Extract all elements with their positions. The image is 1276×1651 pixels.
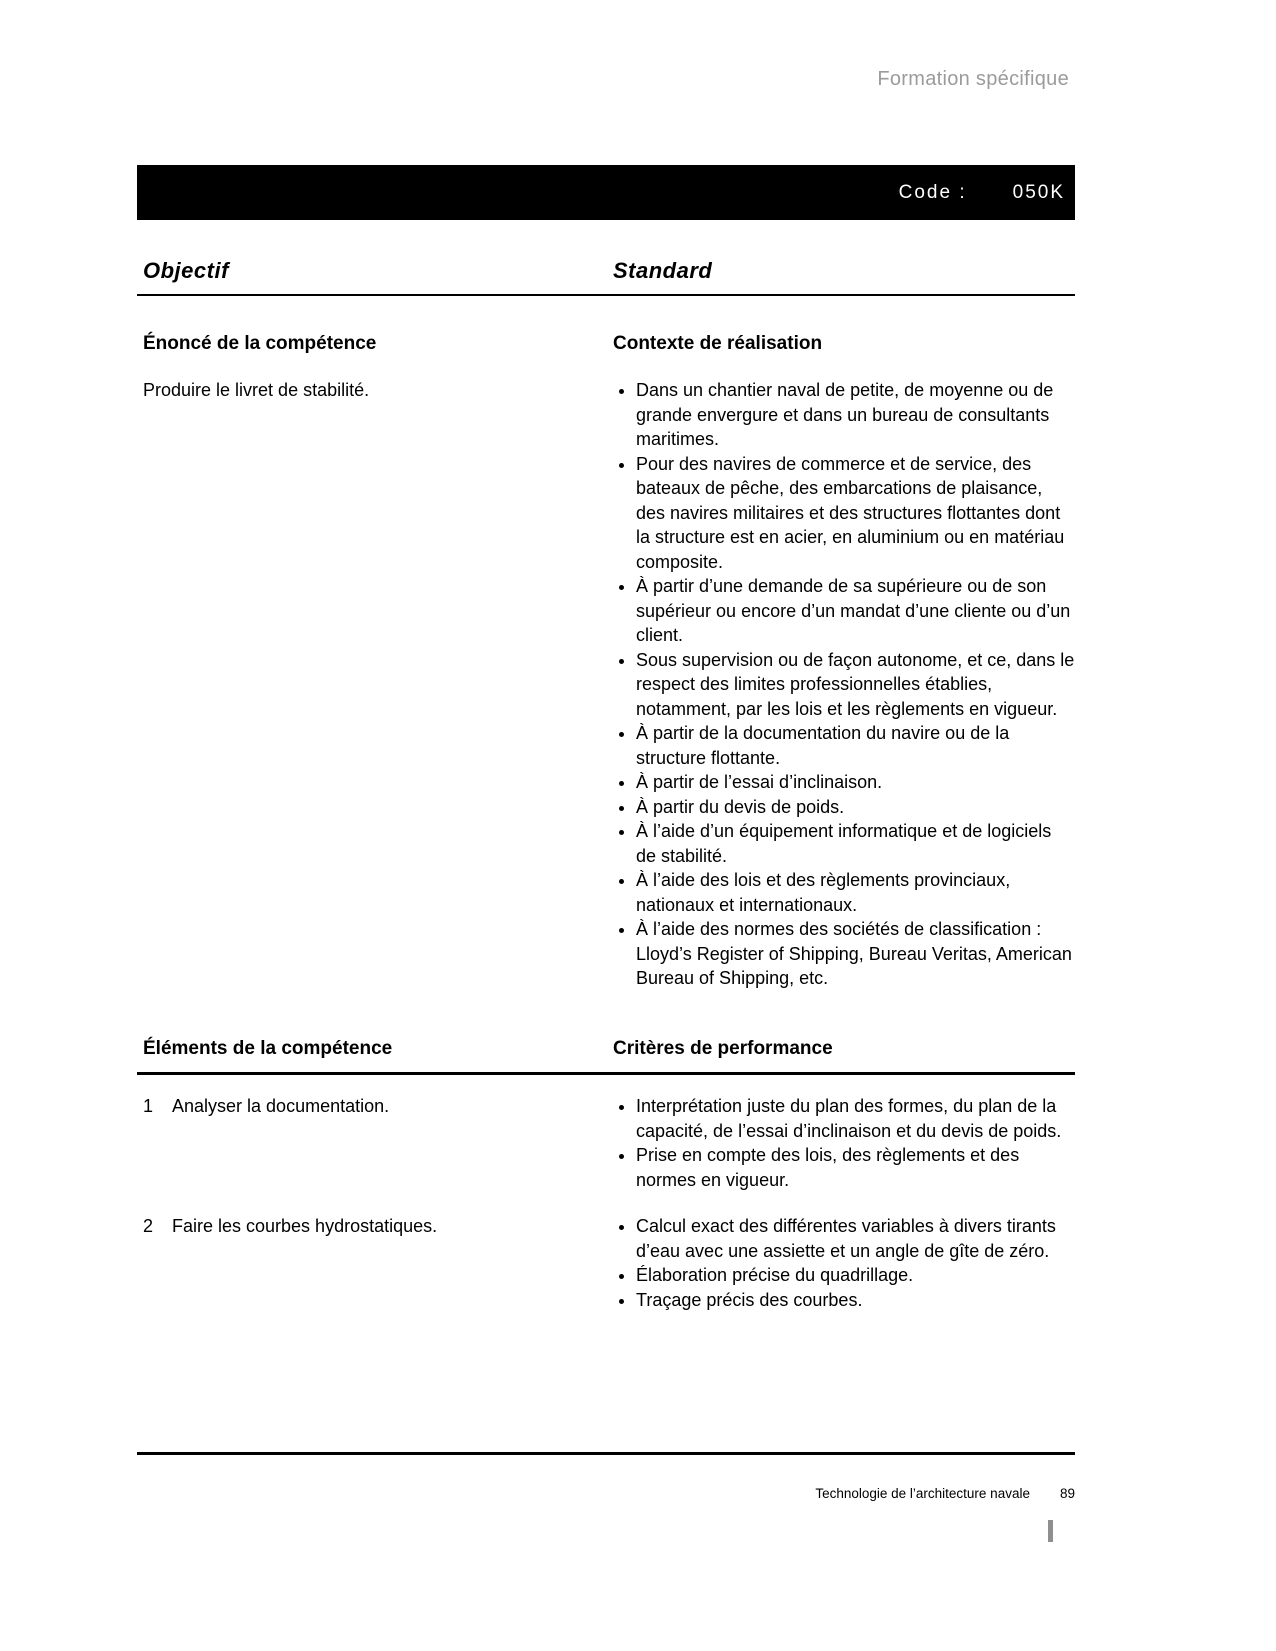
enonce-body: Produire le livret de stabilité. [143, 380, 370, 400]
criteres-2-bullet-list [613, 1214, 1075, 1312]
critere-bullet: • Interprétation juste du plan des formes, du plan de la capacité, de l’essai d’inclinaison et du devis de poids. [636, 1094, 1075, 1143]
code-label: Code : [898, 181, 967, 203]
contexte-bullet: • À partir d’une demande de sa supérieure ou de son supérieur ou encore d’un mandat d’une cliente ou d’un client. [636, 574, 1075, 648]
code-bar [137, 165, 1075, 220]
element-1 [137, 1094, 613, 1192]
running-header: Formation spécifique [877, 68, 1069, 90]
element-2 [137, 1214, 613, 1312]
objectif-title: Objectif [143, 258, 229, 283]
element-1-number: 1 [143, 1096, 154, 1116]
contexte-bullet-list [613, 378, 1075, 991]
section-enonce-contexte [137, 332, 1075, 991]
contexte-bullet: • Pour des navires de commerce et de service, des bateaux de pêche, des embarcations de plaisance, des navires militaires et des structures flottantes dont la structure est en acier, en aluminium ou en matériau composite. [636, 452, 1075, 575]
footer-text: Technologie de l’architecture navale [815, 1486, 1030, 1501]
page-number: 89 [1059, 1486, 1075, 1501]
contexte-bullet: • À l’aide des lois et des règlements provinciaux, nationaux et internationaux. [636, 868, 1075, 917]
element-1-label: Analyser la documentation. [172, 1096, 390, 1116]
critere-bullet: • Traçage précis des courbes. [636, 1288, 1075, 1313]
contexte-bullet: • Dans un chantier naval de petite, de moyenne ou de grande envergure et dans un bureau de consultants maritimes. [636, 378, 1075, 452]
contexte-bullet: • À partir du devis de poids. [636, 795, 1075, 820]
enonce-column [137, 332, 613, 991]
criteres-heading: Critères de performance [613, 1038, 833, 1059]
footer [137, 1486, 1075, 1501]
footer-tick-mark [1048, 1520, 1053, 1542]
contexte-bullet: • À l’aide d’un équipement informatique et de logiciels de stabilité. [636, 819, 1075, 868]
section-elements-criteres [137, 1094, 1075, 1312]
critere-bullet: • Prise en compte des lois, des règlements et des normes en vigueur. [636, 1143, 1075, 1192]
code-value: 050K [1012, 181, 1065, 203]
critere-bullet: • Calcul exact des différentes variables à divers tirants d’eau avec une assiette et un angle de gîte de zéro. [636, 1214, 1075, 1263]
contexte-bullet: • À partir de la documentation du navire ou de la structure flottante. [636, 721, 1075, 770]
section2-header [137, 1038, 1075, 1075]
standard-title: Standard [613, 258, 713, 283]
element-2-number: 2 [143, 1216, 154, 1236]
elements-heading: Éléments de la compétence [143, 1038, 393, 1059]
critere-bullet: • Élaboration précise du quadrillage. [636, 1263, 1075, 1288]
contexte-heading: Contexte de réalisation [613, 333, 823, 354]
criteres-1 [613, 1094, 1075, 1192]
element-2-label: Faire les courbes hydrostatiques. [172, 1216, 438, 1236]
contexte-bullet: • Sous supervision ou de façon autonome, et ce, dans le respect des limites professionnelles établies, notamment, par les lois et les règlements en vigueur. [636, 648, 1075, 722]
enonce-heading: Énoncé de la compétence [143, 333, 377, 354]
contexte-bullet: • À l’aide des normes des sociétés de classification : Lloyd’s Register of Shipping, Bureau Veritas, American Bureau of Shipping, etc. [636, 917, 1075, 991]
contexte-bullet: • À partir de l’essai d’inclinaison. [636, 770, 1075, 795]
competence-row-2 [137, 1214, 1075, 1312]
competence-row-1 [137, 1094, 1075, 1192]
footer-rule [137, 1452, 1075, 1455]
column-titles [137, 258, 1075, 296]
criteres-2 [613, 1214, 1075, 1312]
criteres-1-bullet-list [613, 1094, 1075, 1192]
contexte-column [613, 332, 1075, 991]
